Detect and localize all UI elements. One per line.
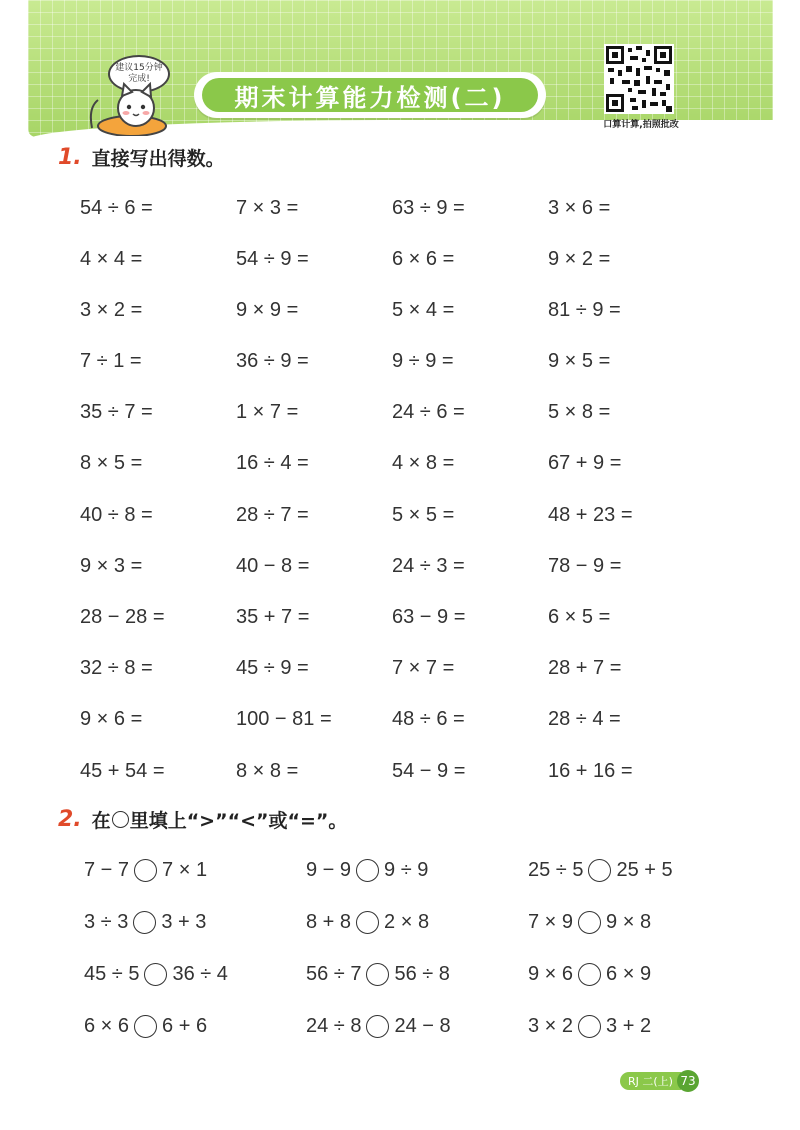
comparison-left: 25 ÷ 5 xyxy=(528,858,584,881)
math-problem: 3 × 2 = xyxy=(80,298,143,321)
comparison-left: 45 ÷ 5 xyxy=(84,962,140,985)
math-problem: 3 × 6 = xyxy=(548,196,611,219)
math-problem: 48 + 23 = xyxy=(548,503,633,526)
math-problem: 28 + 7 = xyxy=(548,657,622,680)
math-problem: 54 − 9 = xyxy=(392,759,466,782)
comparison-right: 6 + 6 xyxy=(162,1014,208,1037)
answer-circle[interactable] xyxy=(356,911,379,934)
section-2-heading xyxy=(58,806,347,833)
answer-circle[interactable] xyxy=(578,1015,601,1038)
page-tag xyxy=(620,1070,700,1092)
qr-code-icon[interactable] xyxy=(604,44,674,114)
math-problem: 54 ÷ 6 = xyxy=(80,196,153,219)
math-problem: 6 × 6 = xyxy=(392,247,455,270)
comparison-right: 36 ÷ 4 xyxy=(172,962,228,985)
comparison-right: 2 × 8 xyxy=(384,910,430,933)
comparison-right: 9 × 8 xyxy=(606,910,652,933)
comparison-left: 3 × 2 xyxy=(528,1014,574,1037)
comparison-item xyxy=(306,954,528,994)
math-problem: 9 × 2 = xyxy=(548,247,611,270)
math-problem: 9 × 6 = xyxy=(80,708,143,731)
bubble-line-1: 建议15分钟 xyxy=(115,63,163,73)
math-problem: 28 ÷ 7 = xyxy=(236,503,309,526)
math-problem: 45 + 54 = xyxy=(80,759,165,782)
math-problem: 8 × 8 = xyxy=(236,759,299,782)
math-problem: 28 − 28 = xyxy=(80,606,165,628)
math-problem: 63 ÷ 9 = xyxy=(392,196,465,219)
comparison-item xyxy=(84,954,306,994)
math-problem: 35 ÷ 7 = xyxy=(80,401,153,424)
math-problem: 9 × 9 = xyxy=(236,298,299,321)
comparison-left: 8 + 8 xyxy=(306,910,352,933)
math-problem: 6 × 5 = xyxy=(548,606,611,628)
comparison-item xyxy=(84,902,306,942)
math-problem: 100 − 81 = xyxy=(236,708,332,731)
math-problem: 8 × 5 = xyxy=(80,452,143,475)
comparison-left: 7 − 7 xyxy=(84,858,130,881)
comparison-right: 3 + 3 xyxy=(161,910,207,933)
math-problem: 45 ÷ 9 = xyxy=(236,657,309,680)
math-problem: 9 × 3 = xyxy=(80,554,143,577)
comparison-right: 24 − 8 xyxy=(394,1014,451,1037)
math-problem: 78 − 9 = xyxy=(548,554,622,577)
math-problem: 16 ÷ 4 = xyxy=(236,452,309,475)
answer-circle[interactable] xyxy=(134,1015,157,1038)
comparison-right: 25 + 5 xyxy=(616,858,673,881)
comparison-item xyxy=(84,1006,306,1046)
title-banner xyxy=(202,78,538,112)
comparison-left: 3 ÷ 3 xyxy=(84,910,129,933)
math-problem: 48 ÷ 6 = xyxy=(392,708,465,731)
answer-circle[interactable] xyxy=(134,859,157,882)
answer-circle[interactable] xyxy=(133,911,156,934)
math-problem: 54 ÷ 9 = xyxy=(236,247,309,270)
comparison-left: 24 ÷ 8 xyxy=(306,1014,362,1037)
section-1-title: 直接写出得数。 xyxy=(91,148,225,170)
comparison-left: 9 × 6 xyxy=(528,962,574,985)
comparison-item xyxy=(528,902,728,942)
comparison-right: 7 × 1 xyxy=(162,858,208,881)
edition-label: RJ 二(上) xyxy=(620,1072,681,1090)
qr-caption: 口算计算,拍照批改 xyxy=(603,120,679,130)
comparison-right: 6 × 9 xyxy=(606,962,652,985)
bubble-line-2: 完成! xyxy=(128,74,150,84)
comparison-left: 7 × 9 xyxy=(528,910,574,933)
comparison-left: 6 × 6 xyxy=(84,1014,130,1037)
circle-icon xyxy=(112,811,129,828)
comparison-grid xyxy=(84,850,724,1058)
comparison-item xyxy=(306,850,528,890)
math-problem: 4 × 4 = xyxy=(80,247,143,270)
comparison-left: 56 ÷ 7 xyxy=(306,962,362,985)
page-number: 73 xyxy=(677,1070,699,1092)
math-problem: 32 ÷ 8 = xyxy=(80,657,153,680)
math-problem: 81 ÷ 9 = xyxy=(548,298,621,321)
page-title: 期末计算能力检测(二) xyxy=(234,83,506,112)
math-problem: 36 ÷ 9 = xyxy=(236,350,309,373)
comparison-left: 9 − 9 xyxy=(306,858,352,881)
math-problem: 35 + 7 = xyxy=(236,606,310,628)
section-2-title-prefix: 在 xyxy=(91,810,111,832)
comparison-item xyxy=(528,954,728,994)
math-problem: 24 ÷ 3 = xyxy=(392,554,465,577)
section-2-title-suffix: 里填上“>”“<”或“=”。 xyxy=(129,810,348,832)
answer-circle[interactable] xyxy=(588,859,611,882)
math-problem: 24 ÷ 6 = xyxy=(392,401,465,424)
answer-circle[interactable] xyxy=(366,1015,389,1038)
comparison-right: 9 ÷ 9 xyxy=(384,858,429,881)
math-problem: 7 × 7 = xyxy=(392,657,455,680)
math-problem: 28 ÷ 4 = xyxy=(548,708,621,731)
math-problem: 7 ÷ 1 = xyxy=(80,350,142,373)
section-1-number: 1. xyxy=(58,145,82,170)
cat-mascot-icon xyxy=(84,78,174,136)
mental-math-grid xyxy=(80,190,720,804)
comparison-item xyxy=(306,1006,528,1046)
math-problem: 16 + 16 = xyxy=(548,759,633,782)
comparison-right: 3 + 2 xyxy=(606,1014,652,1037)
math-problem: 7 × 3 = xyxy=(236,196,299,219)
answer-circle[interactable] xyxy=(356,859,379,882)
math-problem: 63 − 9 = xyxy=(392,606,466,628)
math-problem: 5 × 4 = xyxy=(392,298,455,321)
math-problem: 9 ÷ 9 = xyxy=(392,350,454,373)
comparison-item xyxy=(528,850,728,890)
comparison-item xyxy=(306,902,528,942)
section-2-number: 2. xyxy=(58,807,82,832)
answer-circle[interactable] xyxy=(366,963,389,986)
math-problem: 9 × 5 = xyxy=(548,350,611,373)
comparison-item xyxy=(84,850,306,890)
comparison-item xyxy=(528,1006,728,1046)
math-problem: 1 × 7 = xyxy=(236,401,299,424)
math-problem: 5 × 8 = xyxy=(548,401,611,424)
math-problem: 5 × 5 = xyxy=(392,503,455,526)
answer-circle[interactable] xyxy=(144,963,167,986)
section-1-heading xyxy=(58,144,225,171)
math-problem: 4 × 8 = xyxy=(392,452,455,475)
comparison-right: 56 ÷ 8 xyxy=(394,962,450,985)
math-problem: 40 ÷ 8 = xyxy=(80,503,153,526)
answer-circle[interactable] xyxy=(578,911,601,934)
answer-circle[interactable] xyxy=(578,963,601,986)
math-problem: 40 − 8 = xyxy=(236,554,310,577)
math-problem: 67 + 9 = xyxy=(548,452,622,475)
